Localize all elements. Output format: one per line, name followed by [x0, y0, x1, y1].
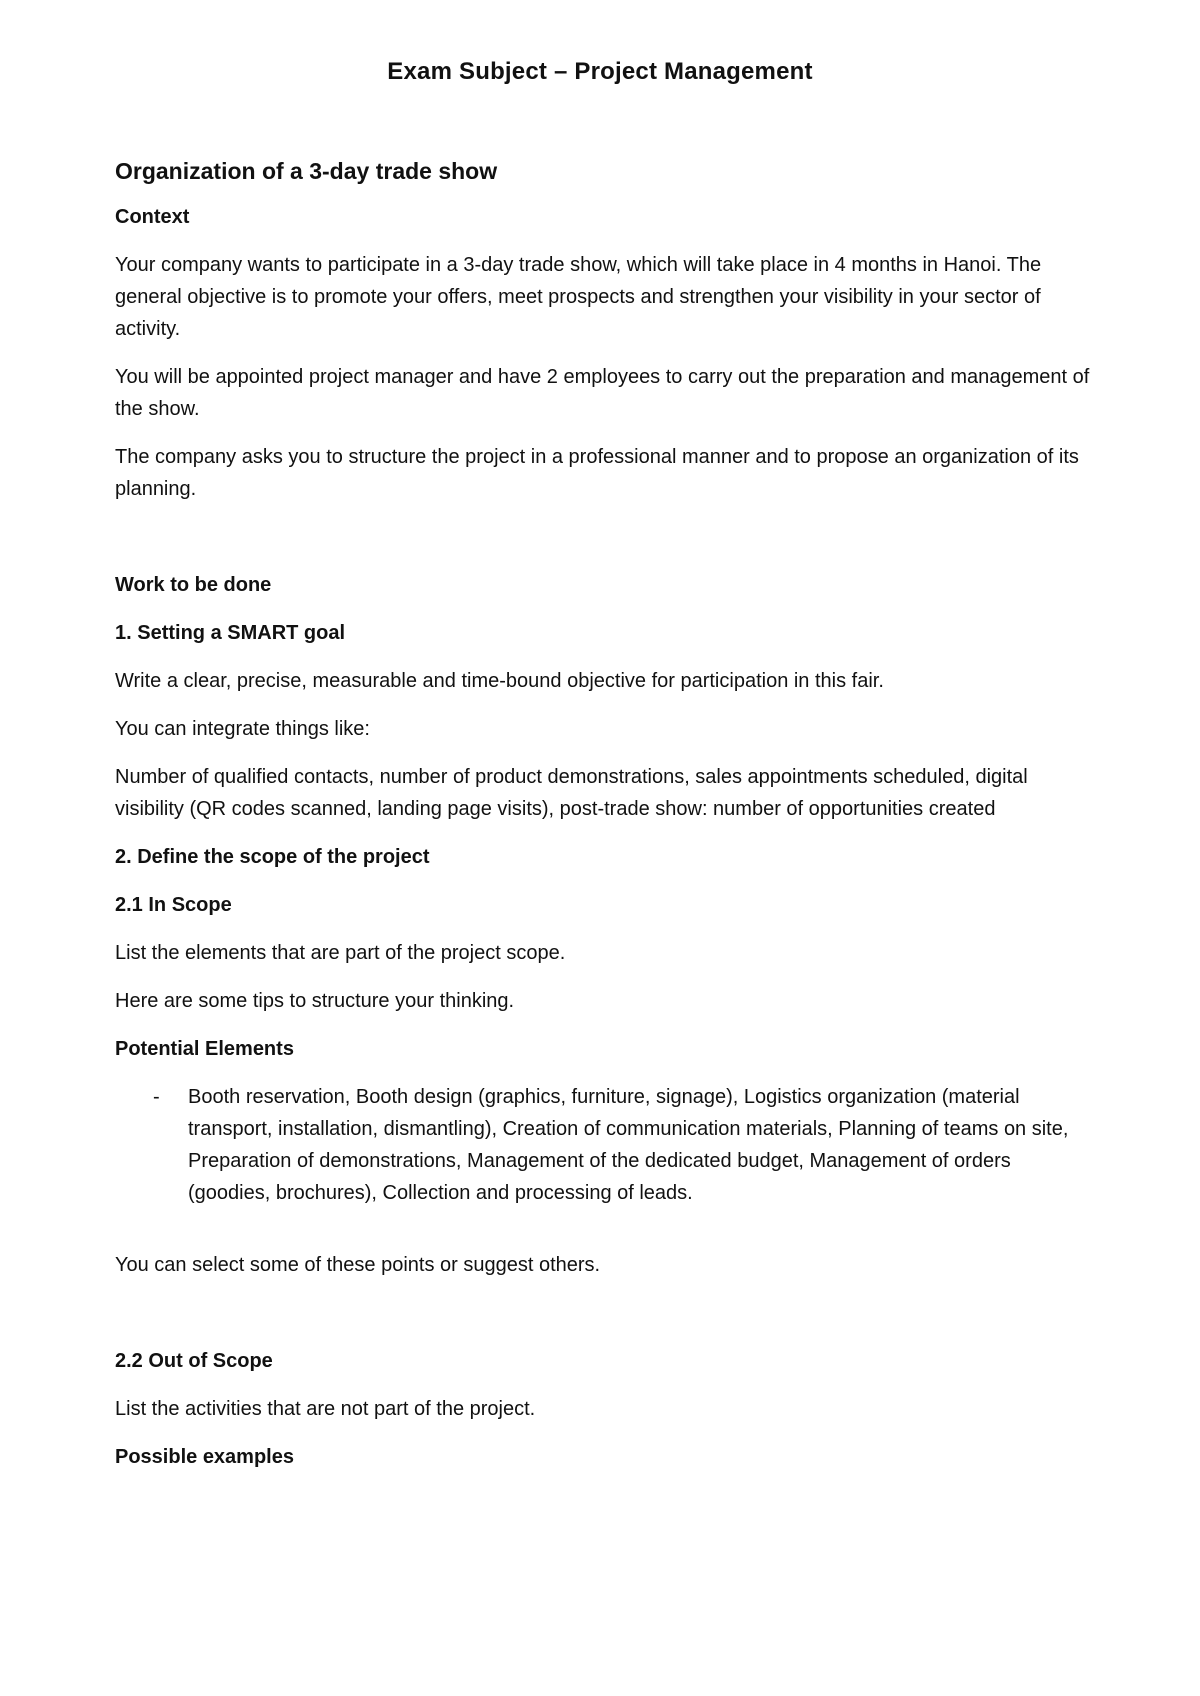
main-heading: Organization of a 3-day trade show	[115, 158, 498, 184]
work-label: Work to be done	[115, 574, 272, 596]
section-1-paragraph-1: Write a clear, precise, measurable and time-bound objective for participation in this fair.	[115, 670, 884, 692]
out-scope-heading: 2.2 Out of Scope	[115, 1350, 273, 1372]
context-paragraph-2: You will be appointed project manager and have 2 employees to carry out the preparation and management of the show.	[115, 366, 1090, 420]
document-body	[115, 155, 1095, 1489]
spacer	[115, 1225, 1095, 1249]
bullet-dash: -	[153, 1086, 160, 1108]
potential-elements-list	[115, 1081, 1095, 1209]
context-paragraph-1: Your company wants to participate in a 3-day trade show, which will take place in 4 months in Hanoi. The general objective is to promote your offers, meet prospects and strengthen your visibility in your sector of activity.	[115, 254, 1042, 340]
spacer	[115, 1297, 1095, 1345]
section-1-paragraph-3: Number of qualified contacts, number of product demonstrations, sales appointments scheduled, digital visibility (QR codes scanned, landing page visits), post-trade show: number of opportunities created	[115, 766, 1028, 820]
context-paragraph-3: The company asks you to structure the project in a professional manner and to propose an organization of its planning.	[115, 446, 1079, 500]
out-scope-paragraph: List the activities that are not part of the project.	[115, 1398, 536, 1420]
list-item-text: Booth reservation, Booth design (graphics, furniture, signage), Logistics organization (material transport, installation, dismantling), Creation of communication materials, Planning of teams on site, Preparation of demonstrations, Management of the dedicated budget, Management of orders (goodies, brochures), Collection and processing of leads.	[188, 1086, 1069, 1204]
section-1-paragraph-2: You can integrate things like:	[115, 718, 370, 740]
document-title: Exam Subject – Project Management	[387, 58, 813, 85]
in-scope-paragraph-2: Here are some tips to structure your thinking.	[115, 990, 515, 1012]
in-scope-closing: You can select some of these points or suggest others.	[115, 1254, 601, 1276]
section-1-heading: 1. Setting a SMART goal	[115, 622, 346, 644]
list-item	[115, 1081, 1095, 1209]
context-label: Context	[115, 206, 190, 228]
spacer	[115, 521, 1095, 569]
possible-examples-label: Possible examples	[115, 1446, 294, 1468]
section-2-heading: 2. Define the scope of the project	[115, 846, 430, 868]
potential-elements-label: Potential Elements	[115, 1038, 294, 1060]
in-scope-paragraph-1: List the elements that are part of the project scope.	[115, 942, 566, 964]
in-scope-heading: 2.1 In Scope	[115, 894, 232, 916]
